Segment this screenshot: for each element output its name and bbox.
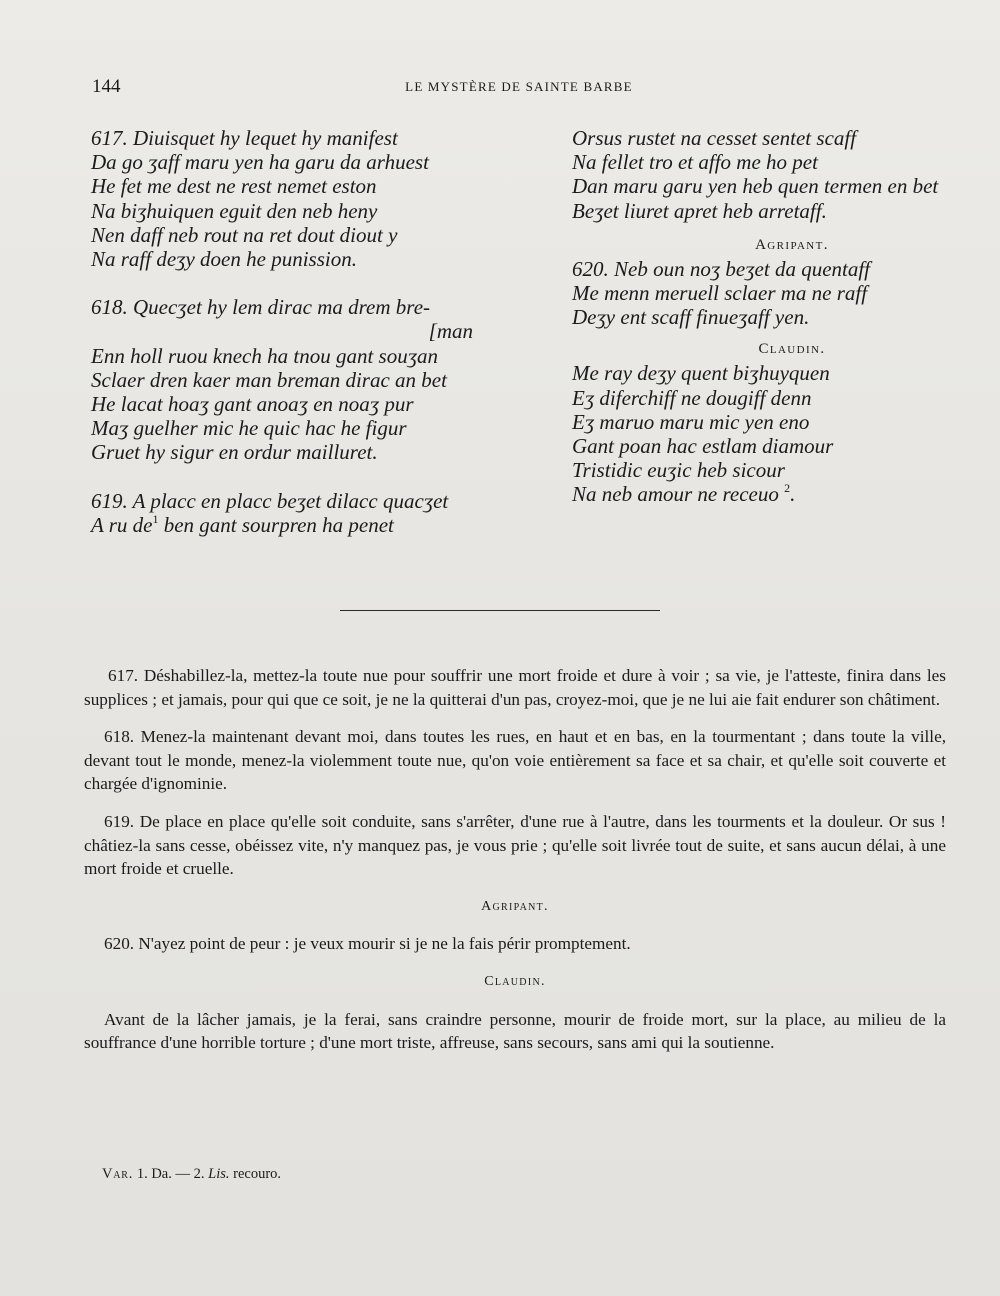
speaker-claudin-translation: Claudin.	[484, 973, 546, 989]
verse-line: 617. Diuisquet hy lequet hy manifest	[91, 126, 398, 150]
verse-line: He lacat hoaʒ gant anoaʒ en noaʒ pur	[91, 392, 414, 417]
verse-line: Me ray deʒy quent biʒhuyquen	[572, 361, 830, 386]
verse-fragment: Na neb amour ne receuo	[572, 482, 779, 507]
variant-readings	[102, 1166, 281, 1183]
stanza-619	[91, 489, 511, 537]
verse-line: Beʒet liuret apret heb arretaff.	[572, 198, 827, 223]
variants-label: Var.	[102, 1166, 134, 1182]
verse-line: Tristidic euʒic heb sicour	[572, 458, 785, 483]
breton-verse-left-column	[91, 126, 511, 561]
verse-fragment: ben gant sourpren ha penet	[163, 512, 394, 537]
verse-line: He fet me dest ne rest nemet eston	[91, 174, 377, 199]
speaker-claudin: Claudin.	[758, 341, 826, 358]
verse-line: Orsus rustet na cesset sentet scaff	[572, 126, 857, 150]
verse-line: 619. A placc en placc beʒet dilacc quacʒet	[91, 488, 449, 513]
note-mark: 1	[152, 511, 159, 526]
verse-line: Na biʒhuiquen eguit den neb heny	[91, 198, 378, 223]
section-divider	[340, 610, 660, 611]
running-title: LE MYSTÈRE DE SAINTE BARBE	[405, 79, 633, 94]
verse-line: Na fellet tro et affo me ho pet	[572, 150, 818, 175]
speaker-agripant-translation: Agripant.	[481, 898, 549, 914]
speaker-agripant: Agripant.	[755, 236, 829, 253]
verse-line: Deʒy ent scaff finueʒaff yen.	[572, 305, 810, 330]
verse-line: Enn holl ruou knech ha tnou gant souʒan	[91, 343, 439, 368]
translation-claudin: Avant de la lâcher jamais, je la ferai, sans craindre personne, mourir de froide mort, sur la place, au milieu de la souffrance d'une horrible torture ; d'une mort triste, affreuse, sans secours, sans ami qui la soutienne.	[84, 1009, 946, 1053]
verse-line: Eʒ maruo maru mic yen eno	[572, 409, 810, 434]
verse-line: Maʒ guelher mic he quic hac he figur	[91, 416, 407, 441]
variant-separator: —	[175, 1166, 190, 1182]
variant-number: 2.	[193, 1166, 205, 1182]
verse-line: Gant poan hac estlam diamour	[572, 434, 834, 459]
stanza-618	[91, 295, 511, 464]
verse-line: Da go ʒaff maru yen ha garu da arhuest	[91, 150, 429, 175]
verse-line: 618. Quecʒet hy lem dirac ma drem bre-	[91, 295, 431, 320]
verse-fragment: A ru de	[91, 512, 153, 537]
verse-line-overflow: [man	[428, 319, 473, 344]
verse-line	[572, 482, 972, 506]
verse-line: Na raff deʒy doen he punission.	[91, 247, 357, 272]
translation-617: 617. Déshabillez-la, mettez-la toute nue pour souffrir une mort froide et dure à voir ; sa vie, je l'atteste, finira dans les supplices ; et jamais, pour qui que ce soit, je ne la quitterai d'un pas, croyez-moi, que je ne lui aie fait endurer son châtiment.	[84, 666, 946, 709]
stanza-claudin	[572, 361, 972, 506]
verse-line	[91, 513, 511, 537]
translation-618: 618. Menez-la maintenant devant moi, dans toutes les rues, en haut et en bas, en la tourmentant ; dans toute la ville, devant tout le monde, menez-la violemment toute nue, qu'on voie entièrement sa face et sa chair, et qu'elle soit couverte et chargée d'ignominie.	[84, 727, 946, 794]
breton-verse-right-column	[572, 126, 972, 507]
page-number: 144	[92, 76, 121, 97]
page-header	[92, 76, 946, 100]
variant-reading: Da.	[151, 1166, 172, 1182]
variant-reading-italic: Lis.	[208, 1166, 230, 1182]
stanza-620	[572, 257, 972, 330]
stanza-619-continued	[572, 126, 972, 223]
stanza-617	[91, 126, 511, 271]
verse-line: Dan maru garu yen heb quen termen en bet	[572, 174, 939, 199]
note-mark: 2	[784, 481, 791, 496]
variant-reading: recouro.	[233, 1166, 282, 1182]
verse-line: Nen daff neb rout na ret dout diout y	[91, 222, 398, 247]
translation-620: 620. N'ayez point de peur : je veux mourir si je ne la fais périr promptement.	[104, 934, 631, 954]
verse-line: 620. Neb oun noʒ beʒet da quentaff	[572, 256, 871, 281]
variant-number: 1.	[136, 1166, 148, 1182]
verse-period: .	[790, 482, 796, 507]
verse-line: Sclaer dren kaer man breman dirac an bet	[91, 367, 447, 392]
french-translation	[84, 664, 946, 1069]
verse-line: Eʒ diferchiff ne dougiff denn	[572, 385, 812, 410]
verse-line: Gruet hy sigur en ordur mailluret.	[91, 440, 378, 465]
translation-619: 619. De place en place qu'elle soit conduite, sans s'arrêter, d'une rue à l'autre, dans les tourments et la douleur. Or sus ! châtiez-la sans cesse, obéissez vite, n'y manquez pas, je vous prie ; qu'elle soit livrée tout de suite, et sans aucun délai, à une mort froide et cruelle.	[84, 811, 946, 879]
verse-line: Me menn meruell sclaer ma ne raff	[572, 281, 868, 306]
